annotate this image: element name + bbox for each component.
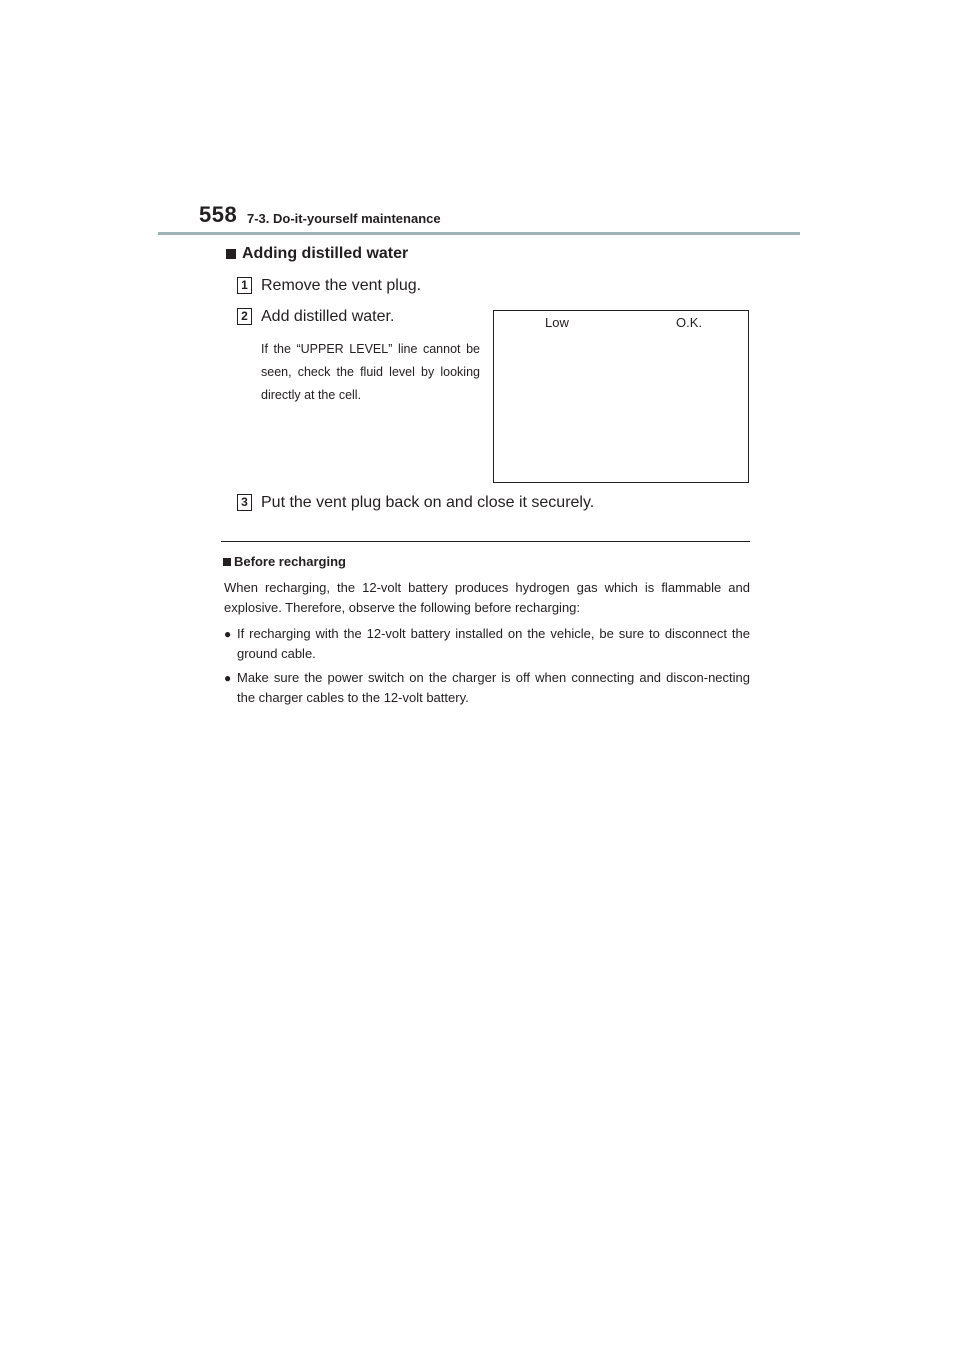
step-2-note: If the “UPPER LEVEL” line cannot be seen, check the fluid level by looking directly at the cell. xyxy=(261,342,480,402)
step-number-2: 2 xyxy=(237,308,252,325)
square-bullet-icon xyxy=(226,249,236,259)
list-item-text: Make sure the power switch on the charger is off when connecting and discon-necting the charger cables to the 12-volt battery. xyxy=(237,670,750,705)
section-separator xyxy=(221,541,750,542)
step-number-3: 3 xyxy=(237,494,252,511)
step-3-text: Put the vent plug back on and close it securely. xyxy=(261,494,595,511)
page-number: 558 xyxy=(199,202,238,227)
section-title: 7-3. Do-it-yourself maintenance xyxy=(247,211,441,226)
list-item-text: If recharging with the 12-volt battery installed on the vehicle, be sure to disconnect the ground cable. xyxy=(237,626,750,661)
figure-label-low: Low xyxy=(545,315,569,330)
section-heading xyxy=(226,244,408,264)
header-rule xyxy=(158,232,800,235)
list-item xyxy=(224,668,750,708)
before-recharging-heading xyxy=(223,553,346,571)
fluid-level-figure xyxy=(493,310,749,483)
list-item xyxy=(224,624,750,664)
before-recharging-heading-text: Before recharging xyxy=(234,554,346,569)
step-2-text: Add distilled water. xyxy=(261,308,395,325)
figure-label-ok: O.K. xyxy=(676,315,703,330)
circle-bullet-icon: ● xyxy=(224,671,232,685)
circle-bullet-icon: ● xyxy=(224,627,232,641)
step-1-text: Remove the vent plug. xyxy=(261,277,422,294)
square-bullet-icon xyxy=(223,558,231,566)
before-recharging-text: When recharging, the 12-volt battery produces hydrogen gas which is flammable and explosive. Therefore, observe the following before recharging: xyxy=(224,580,750,615)
section-heading-text: Adding distilled water xyxy=(242,245,409,262)
step-number-1: 1 xyxy=(237,277,252,294)
